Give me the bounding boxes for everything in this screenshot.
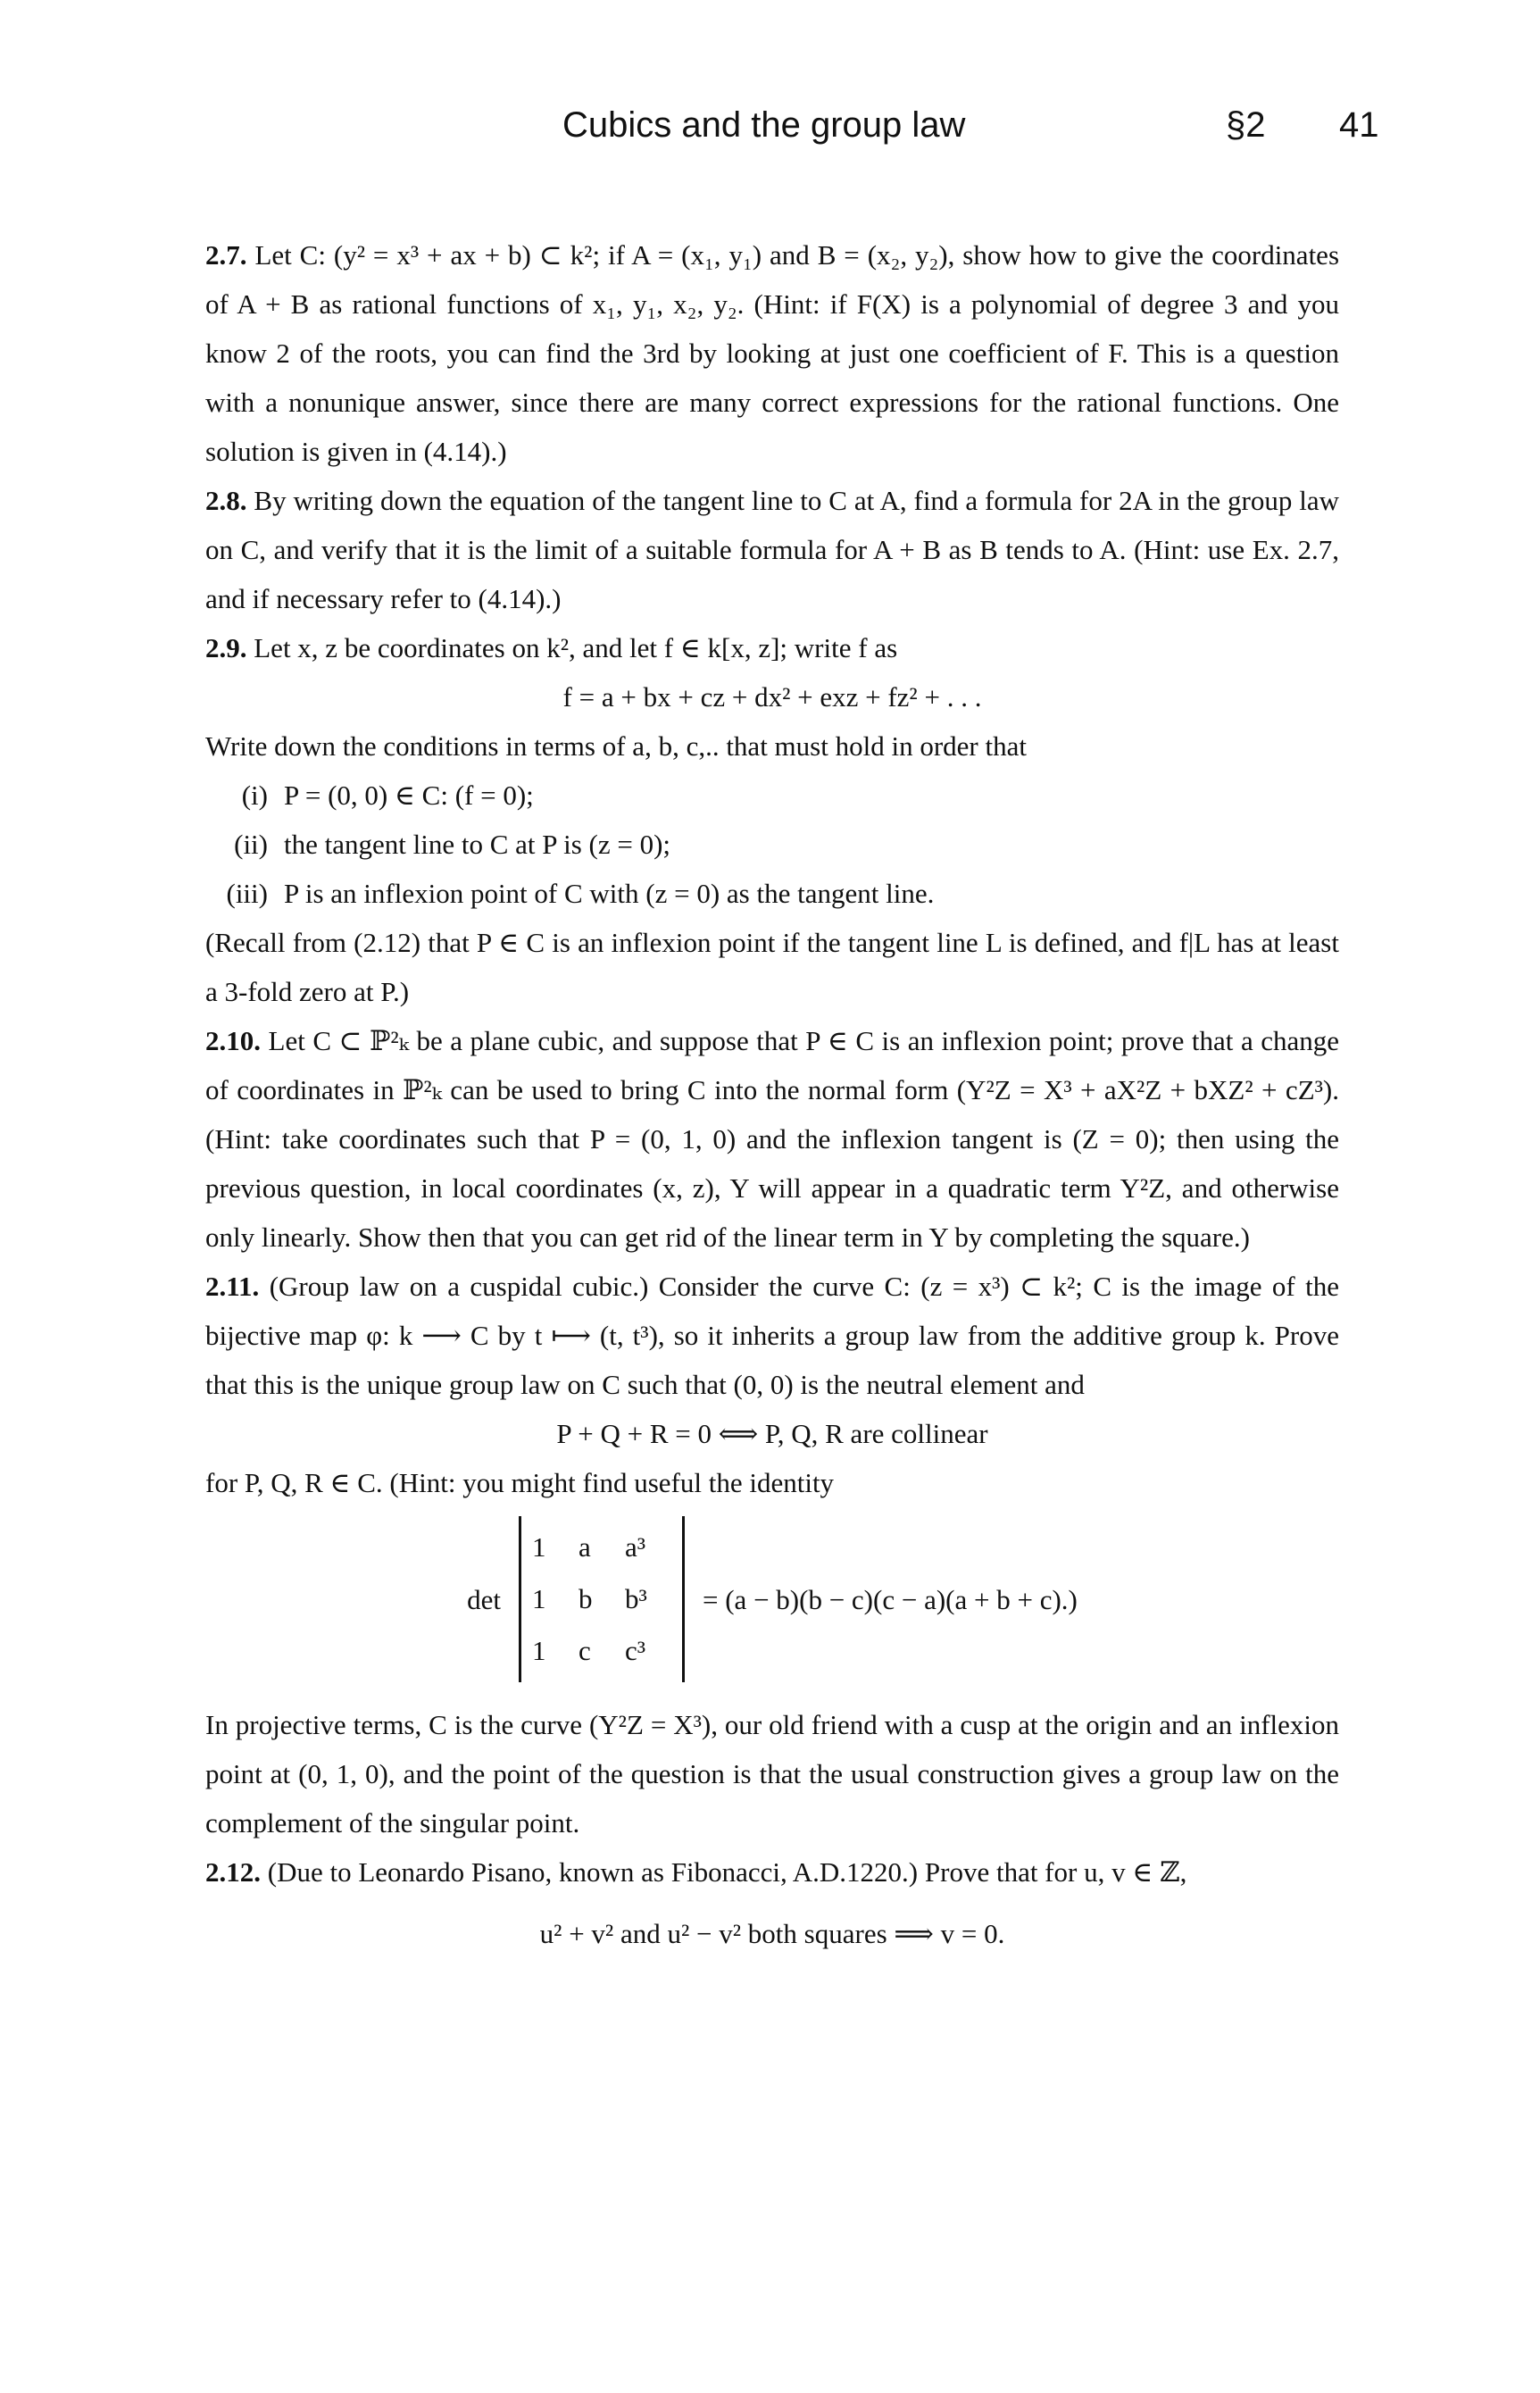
matrix-cell: c: [579, 1635, 591, 1666]
matrix-cell: c³: [625, 1635, 646, 1666]
list-item: [205, 771, 1339, 820]
list-text: P = (0, 0) ∈ C: (f = 0);: [284, 780, 534, 811]
list-label: (iii): [226, 878, 268, 909]
det-label: det: [467, 1583, 501, 1615]
display-equation: u² + v² and u² − v² both squares ⟹ v = 0.: [539, 1918, 1005, 1949]
exercise-text: By writing down the equation of the tangent line to C at A, find a formula for 2A in the group law on C, and verify that it is the limit of a suitable formula for A + B as B tends to A. (Hint: use Ex. 2.7, and if necessary refer to (4.14).): [205, 485, 1340, 614]
page-header: [0, 105, 1540, 159]
matrix-row: [532, 1573, 671, 1625]
exercise-text: (Due to Leonardo Pisano, known as Fibonacci, A.D.1220.) Prove that for u, v ∈ ℤ,: [267, 1856, 1187, 1888]
display-equation: f = a + bx + cz + dx² + exz + fz² + . . .: [562, 681, 982, 713]
display-equation: P + Q + R = 0 ⟺ P, Q, R are collinear: [556, 1418, 988, 1449]
matrix-cell: b³: [625, 1583, 647, 1614]
paragraph: (Recall from (2.12) that P ∈ C is an inflexion point if the tangent line L is defined, and f|L has at least a 3-fold zero at P.): [205, 927, 1339, 1007]
page-number: 41: [1339, 105, 1379, 145]
exercise-2-10: [205, 1016, 1339, 1262]
paragraph: for P, Q, R ∈ C. (Hint: you might find useful the identity: [205, 1467, 835, 1498]
exercise-number: 2.7.: [205, 239, 247, 271]
exercise-text: Let C: (y² = x³ + ax + b) ⊂ k²; if A = (x₁, y₁) and B = (x₂, y₂), show how to give the coordinates of A + B as rational functions of x₁, y₁, x₂, y₂. (Hint: if F(X) is a polynomial of degree 3 and you know 2 of the roots, you can find the 3rd by looking at just one coefficient of F. This is a question with a nonunique answer, since there are many correct expressions for the rational functions. One solution is given in (4.14).): [205, 239, 1340, 467]
page-body: [205, 230, 1339, 1958]
matrix-cell: 1: [532, 1531, 546, 1563]
exercise-text: Let C ⊂ ℙ²ₖ be a plane cubic, and suppose that P ∈ C is an inflexion point; prove that a change of coordinates in ℙ²ₖ can be used to bring C into the normal form (Y²Z = X³ + aX²Z + bXZ² + cZ³). (Hint: take coordinates such that P = (0, 1, 0) and the inflexion tangent is (Z = 0); then using the previous question, in local coordinates (x, z), Y will appear in a quadratic term Y²Z, and otherwise only linearly. Show then that you can get rid of the linear term in Y by completing the square.): [205, 1025, 1339, 1253]
exercise-2-7: [205, 230, 1339, 476]
spacer: [205, 1897, 1339, 1909]
exercise-2-9: [205, 623, 1339, 672]
matrix-cell: 1: [532, 1583, 546, 1614]
exercise-2-8: [205, 476, 1339, 623]
running-title: Cubics and the group law: [562, 105, 966, 145]
exercise-number: 2.11.: [205, 1271, 260, 1302]
determinant-identity: [205, 1516, 1339, 1682]
matrix-row: [532, 1522, 671, 1573]
matrix-cell: a: [579, 1531, 591, 1563]
list-label: (ii): [234, 829, 268, 860]
matrix-cell: b: [579, 1583, 593, 1614]
matrix-cell: 1: [532, 1635, 546, 1666]
exercise-text: Let x, z be coordinates on k², and let f ∈ k[x, z]; write f as: [254, 632, 898, 663]
paragraph: In projective terms, C is the curve (Y²Z = X³), our old friend with a cusp at the origin and an inflexion point at (0, 1, 0), and the point of the question is that the usual construction gives a group law on the complement of the singular point.: [205, 1709, 1339, 1839]
exercise-number: 2.9.: [205, 632, 247, 663]
exercise-number: 2.10.: [205, 1025, 261, 1056]
matrix: [519, 1516, 685, 1682]
list-text: P is an inflexion point of C with (z = 0) as the tangent line.: [284, 878, 935, 909]
list-text: the tangent line to C at P is (z = 0);: [284, 829, 671, 860]
det-rhs: = (a − b)(b − c)(c − a)(a + b + c).): [703, 1583, 1078, 1615]
exercise-2-11: [205, 1262, 1339, 1409]
exercise-text: (Group law on a cuspidal cubic.) Consider the curve C: (z = x³) ⊂ k²; C is the image of the bijective map φ: k ⟶ C by t ⟼ (t, t³), so it inherits a group law from the additive group k. Prove that this is the unique group law on C such that (0, 0) is the neutral element and: [205, 1271, 1340, 1400]
list-item: [205, 869, 1339, 918]
section-mark: §2: [1226, 105, 1266, 145]
list-label: (i): [241, 780, 268, 811]
exercise-number: 2.8.: [205, 485, 247, 516]
exercise-number: 2.12.: [205, 1856, 261, 1888]
paragraph: Write down the conditions in terms of a, b, c,.. that must hold in order that: [205, 730, 1027, 762]
list-item: [205, 820, 1339, 869]
matrix-row: [532, 1625, 671, 1677]
exercise-2-12: [205, 1847, 1339, 1897]
matrix-cell: a³: [625, 1531, 646, 1563]
